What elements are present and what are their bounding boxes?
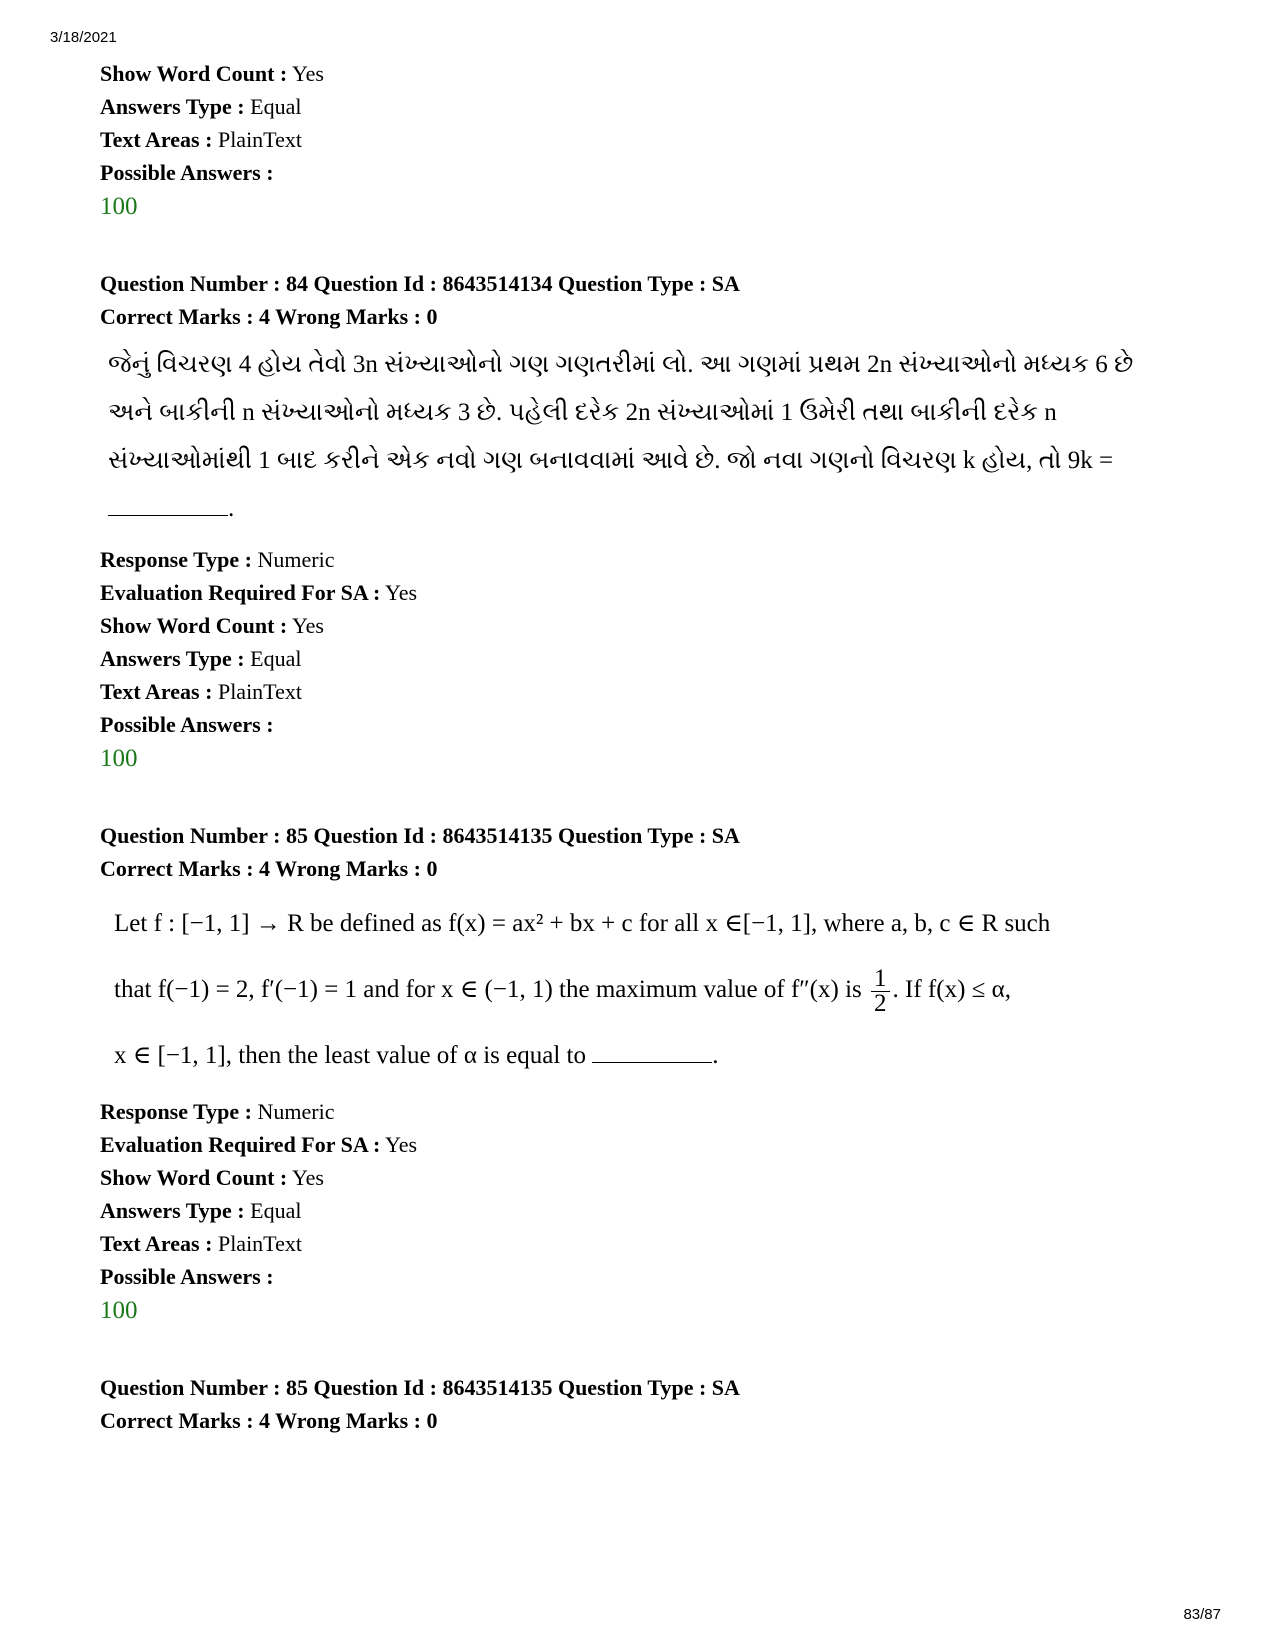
field-value: Equal — [244, 646, 302, 671]
field-value: Yes — [287, 613, 324, 638]
field-label: Show Word Count : — [100, 613, 288, 638]
field-label: Text Areas : — [100, 679, 213, 704]
field-label: Show Word Count : — [100, 61, 288, 86]
question-line-2 — [114, 957, 1174, 1023]
question-text-body: જેનું વિચરણ 4 હોય તેવો 3n સંખ્યાઓનો ગણ ગણતરીમાં લો. આ ગણમાં પ્રથમ 2n સંખ્યાઓનો મધ્યક 6 છે અને બાકીની n સંખ્યાઓનો મધ્યક 3 છે. પહેલી દરેક 2n સંખ્યાઓમાં 1 ઉમેરી તથા બાકીની દરેક n સંખ્યાઓમાંથી 1 બાદ કરીને એક નવો ગણ બનાવવામાં આવે છે. જો નવા ગણનો વિચરણ k હોય, તો 9k = — [108, 351, 1134, 474]
field-value: Equal — [244, 1198, 302, 1223]
field-row — [100, 57, 1180, 90]
question-line-3-text: x ∈ [−1, 1], then the least value of α is equal to — [114, 1042, 586, 1069]
field-label: Text Areas : — [100, 1231, 213, 1256]
question-line-2-end: . If f(x) ≤ α, — [892, 976, 1011, 1003]
page-content — [100, 57, 1180, 1437]
field-label: Answers Type : — [100, 94, 245, 119]
question-text: જેનું વિચરણ 4 હોય તેવો 3n સંખ્યાઓનો ગણ ગણતરીમાં લો. આ ગણમાં પ્રથમ 2n સંખ્યાઓનો મધ્યક 6 છે અને બાકીની n સંખ્યાઓનો મધ્યક 3 છે. પહેલી દરેક 2n સંખ્યાઓમાં 1 ઉમેરી તથા બાકીની દરેક n સંખ્યાઓમાંથી 1 બાદ કરીને એક નવો ગણ બનાવવામાં આવે છે. જો નવા ગણનો વિચરણ k હોય, તો 9k = . — [108, 351, 1134, 522]
field-row — [100, 1095, 1180, 1128]
question-marks: Correct Marks : 4 Wrong Marks : 0 — [100, 856, 438, 881]
field-row — [100, 90, 1180, 123]
field-label: Possible Answers : — [100, 712, 274, 737]
field-label: Possible Answers : — [100, 160, 274, 185]
possible-answer: 100 — [100, 193, 138, 220]
question-line-2-start: that f(−1) = 2, f′(−1) = 1 and for x ∈ (−1, 1) the maximum value of f″(x) is — [114, 976, 862, 1003]
fraction-denominator: 2 — [874, 989, 887, 1017]
question-header: Question Number : 85 Question Id : 8643514135 Question Type : SA — [100, 1375, 740, 1400]
field-value: Yes — [380, 1132, 418, 1157]
field-row — [100, 642, 1180, 675]
question-text — [114, 891, 1174, 1089]
field-label: Possible Answers : — [100, 1264, 274, 1289]
question-line-3: x ∈ [−1, 1], then the least value of α is equal to . — [114, 1042, 719, 1069]
field-row — [100, 1128, 1180, 1161]
field-label: Answers Type : — [100, 1198, 245, 1223]
page-number: 83/87 — [1183, 1606, 1221, 1623]
question-85 — [100, 819, 1180, 1329]
field-row — [100, 1161, 1180, 1194]
field-value: Yes — [287, 1165, 324, 1190]
field-label: Show Word Count : — [100, 1165, 288, 1190]
fraction-one-half — [871, 964, 890, 1017]
field-label: Evaluation Required For SA : — [100, 1132, 381, 1157]
field-row — [100, 576, 1180, 609]
field-label: Answers Type : — [100, 646, 245, 671]
field-row — [100, 708, 1180, 741]
question-header: Question Number : 84 Question Id : 8643514134 Question Type : SA — [100, 271, 740, 296]
field-row — [100, 123, 1180, 156]
question-header: Question Number : 85 Question Id : 8643514135 Question Type : SA — [100, 823, 740, 848]
field-value: PlainText — [212, 127, 302, 152]
field-row — [100, 675, 1180, 708]
field-row — [100, 543, 1180, 576]
field-value: Numeric — [251, 1099, 335, 1124]
field-label: Response Type : — [100, 1099, 252, 1124]
question-marks: Correct Marks : 4 Wrong Marks : 0 — [100, 1408, 438, 1433]
field-row — [100, 1227, 1180, 1260]
possible-answer: 100 — [100, 745, 138, 772]
field-value: Numeric — [251, 547, 335, 572]
field-row — [100, 156, 1180, 189]
fraction-numerator: 1 — [871, 967, 890, 992]
field-label: Text Areas : — [100, 127, 213, 152]
field-value: Equal — [244, 94, 302, 119]
question-85-repeat — [100, 1371, 1180, 1437]
question-84 — [100, 267, 1180, 777]
question-line-1: Let f : [−1, 1] → R be defined as f(x) = ax² + bx + c for all x ∈[−1, 1], where a, b, c ∈ R such — [114, 910, 1051, 937]
field-row — [100, 609, 1180, 642]
field-value: PlainText — [212, 1231, 302, 1256]
field-row — [100, 1194, 1180, 1227]
print-date: 3/18/2021 — [50, 29, 117, 46]
field-label: Evaluation Required For SA : — [100, 580, 381, 605]
top-block — [100, 57, 1180, 225]
answer-blank — [108, 495, 228, 516]
field-label: Response Type : — [100, 547, 252, 572]
field-value: Yes — [380, 580, 418, 605]
field-row — [100, 1260, 1180, 1293]
answer-blank — [592, 1042, 712, 1063]
possible-answer: 100 — [100, 1297, 138, 1324]
field-value: Yes — [287, 61, 324, 86]
question-marks: Correct Marks : 4 Wrong Marks : 0 — [100, 304, 438, 329]
field-value: PlainText — [212, 679, 302, 704]
